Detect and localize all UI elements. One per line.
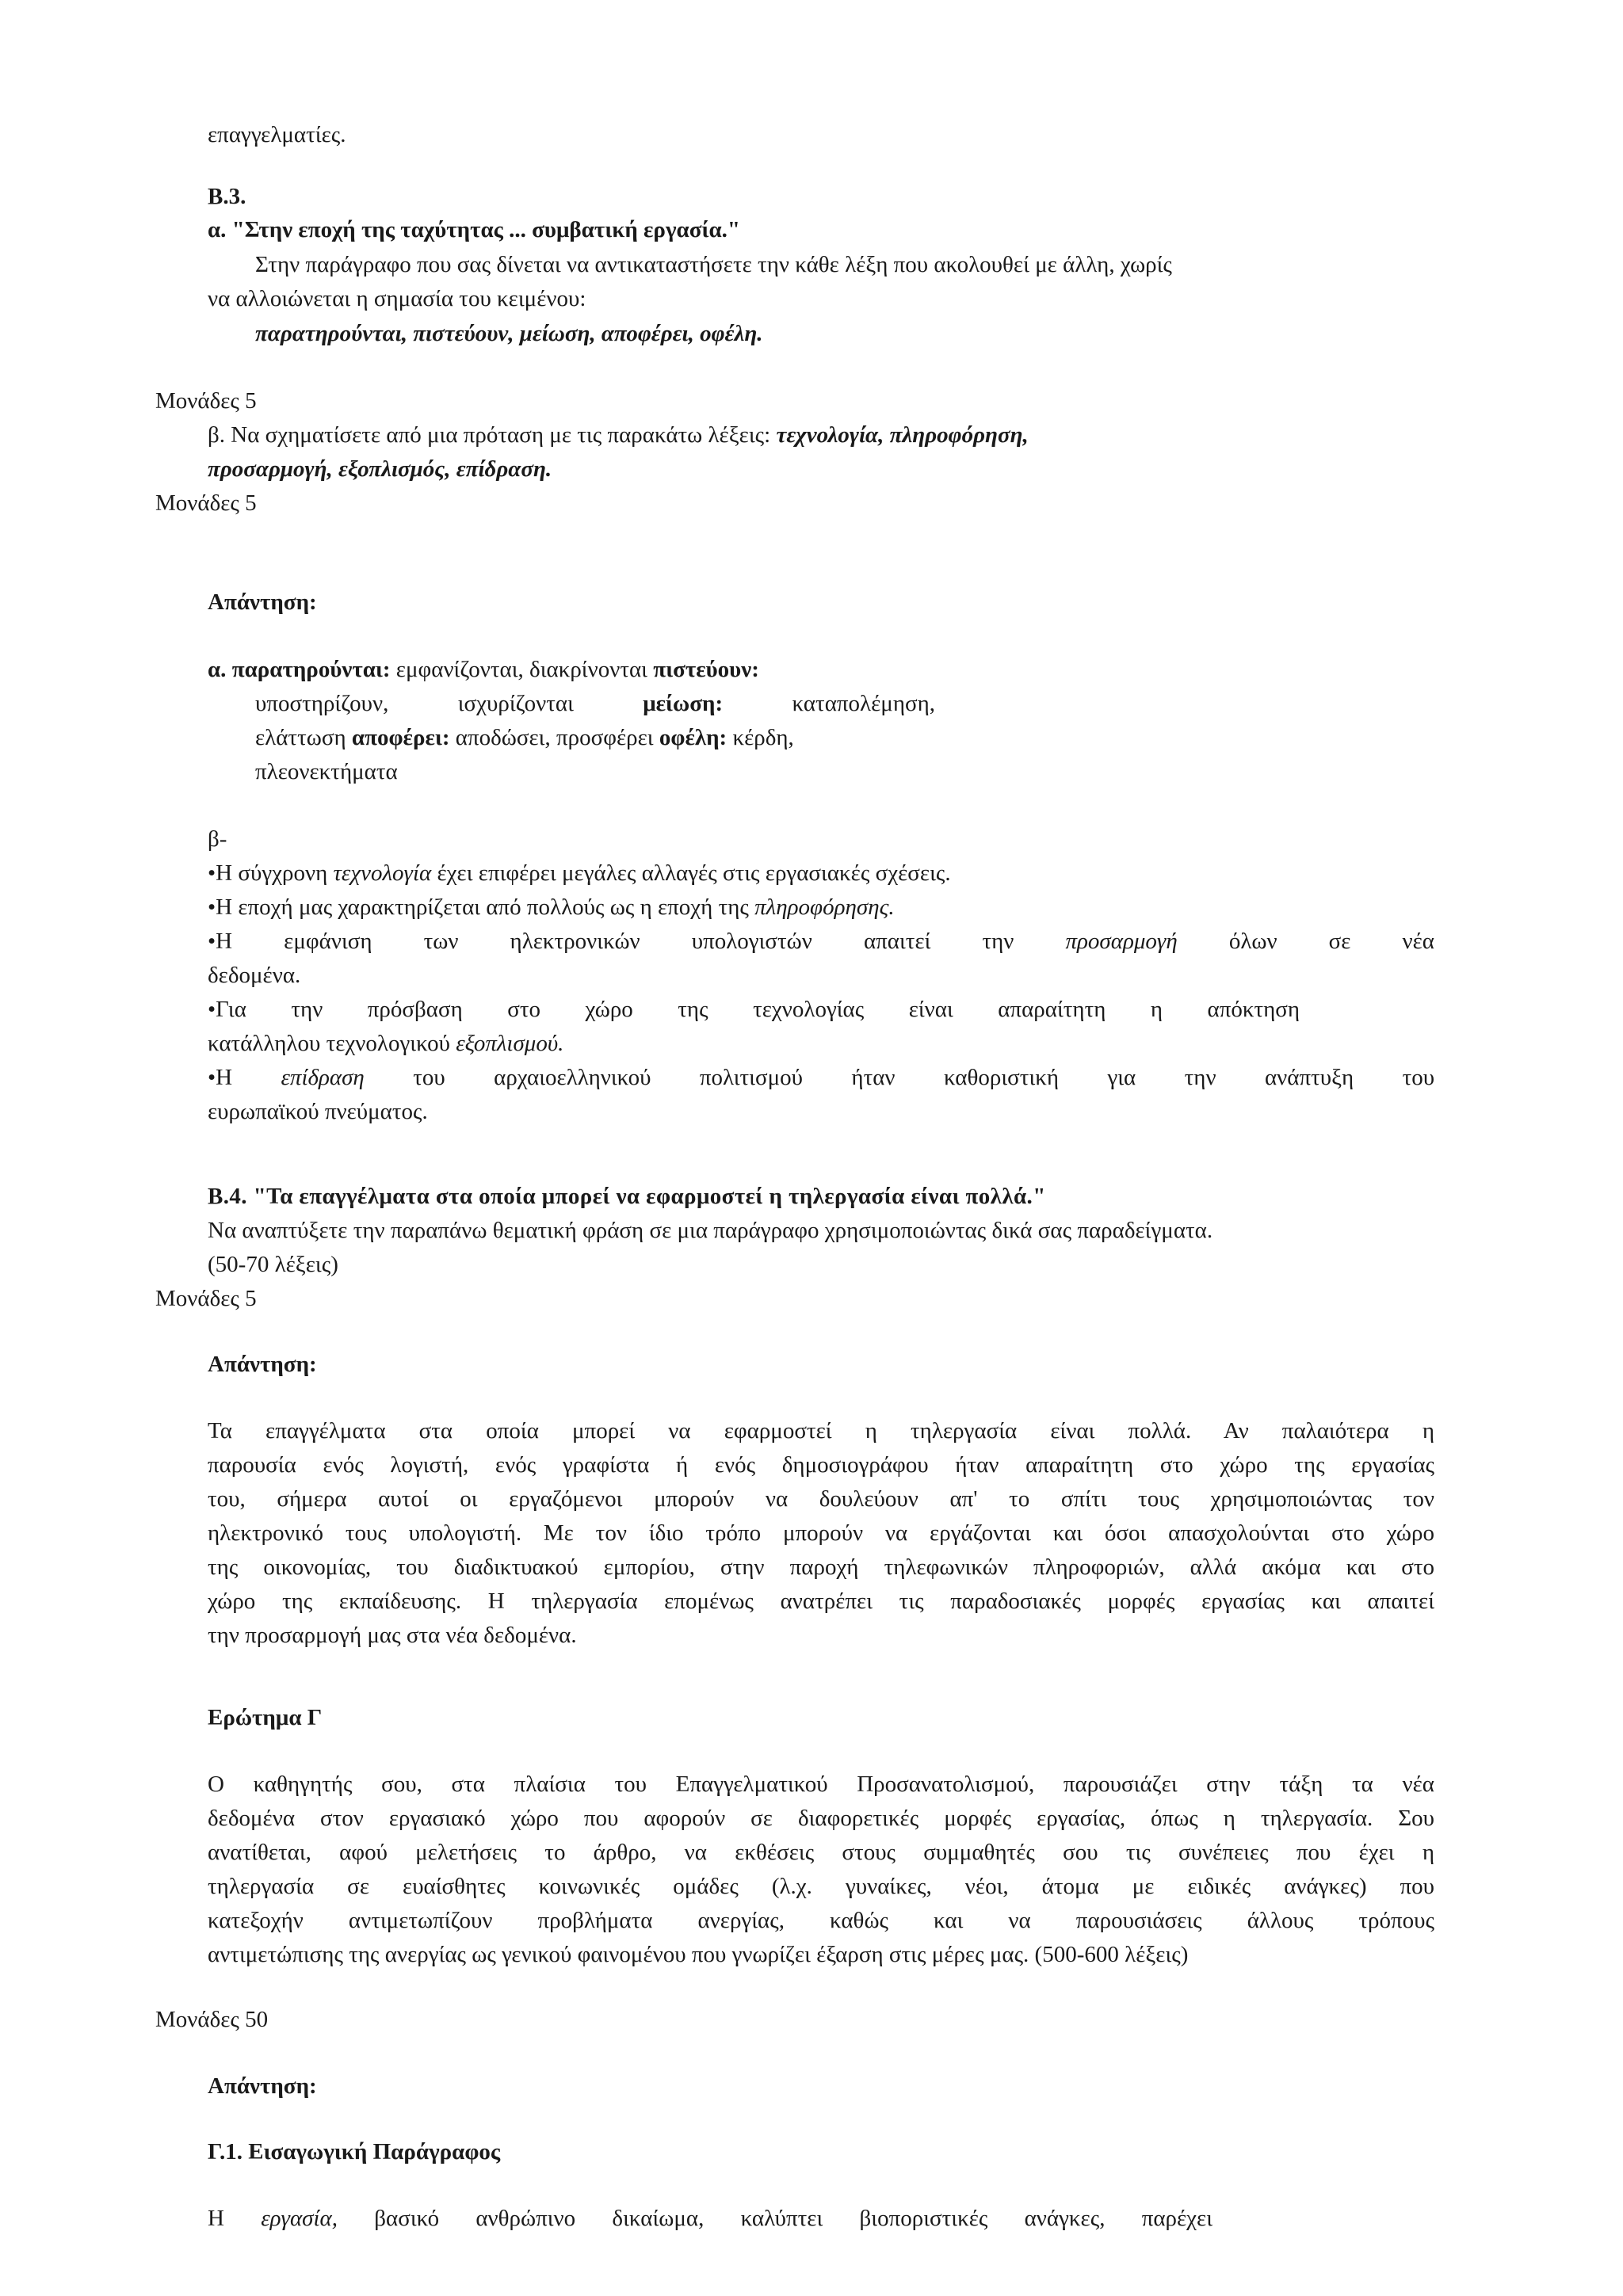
- s3-w3: των: [423, 929, 459, 954]
- s5-w3: αρχαιοελληνικού: [494, 1065, 651, 1090]
- s3-word: προσαρμογή: [1065, 929, 1178, 954]
- b3-ans-b-sentence4-line2: [208, 1026, 563, 1061]
- b3-ans-a-line2: [255, 686, 935, 721]
- ans-a-term3: μείωση:: [643, 691, 724, 716]
- g-answer-label: Απάντηση:: [208, 2073, 317, 2099]
- ans-a-def2-1: υποστηρίζουν,: [255, 691, 389, 716]
- b3-ans-b-label: β-: [208, 826, 227, 852]
- s1-pre: •Η σύγχρονη: [208, 860, 334, 886]
- s4-w3: πρόσβαση: [367, 997, 463, 1022]
- g-question-line6: αντιμετώπισης της ανεργίας ως γενικού φαινομένου που γνωρίζει έξαρση στις μέρες μας. (500-600 λέξεις): [208, 1942, 1189, 1967]
- ans-a-term2: πιστεύουν:: [653, 657, 759, 682]
- b4-answer-label: Απάντηση:: [208, 1352, 317, 1377]
- s5-w10: του: [1402, 1065, 1435, 1090]
- g1-w1: Η: [208, 2206, 224, 2231]
- s5-w9: ανάπτυξη: [1264, 1065, 1354, 1090]
- s5-w2: του: [413, 1065, 445, 1090]
- s2-word: πληροφόρησης.: [754, 894, 895, 920]
- s5-word: επίδραση: [281, 1065, 365, 1090]
- g-question-line2: δεδομένα στον εργασιακό χώρο που αφορούν σε διαφορετικές μορφές εργασίας, όπως η τηλεργασία. Σου: [208, 1806, 1434, 1831]
- s4-w6: της: [678, 997, 708, 1022]
- ans-a-term5: οφέλη:: [659, 725, 727, 750]
- s4-w8: είναι: [908, 997, 953, 1022]
- s4-w2: την: [291, 997, 323, 1022]
- ans-a-def4: αποδώσει, προσφέρει: [449, 725, 659, 750]
- g-monades: Μονάδες 50: [155, 2007, 269, 2032]
- b4-answer-line1: Τα επαγγέλματα στα οποία μπορεί να εφαρμοστεί η τηλεργασία είναι πολλά. Αν παλαιότερα η: [208, 1418, 1434, 1444]
- b3-ans-a-line1: [208, 652, 759, 687]
- g1-first-line: [208, 2201, 1212, 2236]
- b4-answer-line5: της οικονομίας, του διαδικτυακού εμπορίου, στην παροχή τηλεφωνικών πληροφοριών, αλλά ακόμα και στο: [208, 1554, 1434, 1580]
- s1-word: τεχνολογία: [333, 860, 432, 886]
- g-question-line5: κατεξοχήν αντιμετωπίζουν προβλήματα ανεργίας, καθώς και να παρουσιάσεις άλλους τρόπους: [208, 1908, 1434, 1933]
- b3-b-prefix: β. Να σχηματίσετε από μια πρόταση με τις παρακάτω λέξεις:: [208, 422, 777, 448]
- b3-a-title: α. "Στην εποχή της ταχύτητας ... συμβατική εργασία.": [208, 217, 740, 242]
- section-b3-heading: Β.3.: [208, 184, 246, 209]
- g1-w7: ανάγκες,: [1024, 2206, 1106, 2231]
- g1-w3: ανθρώπινο: [475, 2206, 576, 2231]
- b3-ans-b-sentence1: [208, 856, 951, 891]
- s3-w10: νέα: [1402, 929, 1434, 954]
- b4-answer-line3: του, σήμερα αυτοί οι εργαζόμενοι μπορούν να δουλεύουν απ' το σπίτι τους χρησιμοποιώντας τον: [208, 1486, 1434, 1512]
- b3-ans-b-sentence5-line2: ευρωπαϊκού πνεύματος.: [208, 1099, 428, 1124]
- s3-w6: απαιτεί: [863, 929, 931, 954]
- g1-w6: βιοποριστικές: [859, 2206, 988, 2231]
- s3-w7: την: [982, 929, 1014, 954]
- s3-w4: ηλεκτρονικών: [510, 929, 640, 954]
- s5-w1: •Η: [208, 1065, 233, 1090]
- s2-pre: •Η εποχή μας χαρακτηρίζεται από πολλούς ως η εποχή της: [208, 894, 755, 920]
- s4-w11: απόκτηση: [1207, 997, 1300, 1022]
- g1-w2: βασικό: [374, 2206, 440, 2231]
- b3-monades-2: Μονάδες 5: [155, 490, 257, 516]
- s5-w4: πολιτισμού: [699, 1065, 804, 1090]
- g-question-line1: Ο καθηγητής σου, στα πλαίσια του Επαγγελματικού Προσανατολισμού, παρουσιάζει στην τάξη τα νέα: [208, 1772, 1434, 1797]
- s3-w1: •Η: [208, 929, 233, 954]
- b3-ans-b-sentence3-line2: δεδομένα.: [208, 963, 301, 988]
- s5-w7: για: [1107, 1065, 1136, 1090]
- ans-a-def1: εμφανίζονται, διακρίνονται: [390, 657, 654, 682]
- b4-answer-line7: την προσαρμογή μας στα νέα δεδομένα.: [208, 1623, 577, 1648]
- ans-a-term4: αποφέρει:: [351, 725, 450, 750]
- s4-w10: η: [1150, 997, 1163, 1022]
- g1-w5: καλύπτει: [740, 2206, 823, 2231]
- g-question-line3: ανατίθεται, αφού μελετήσεις το άρθρο, να εκθέσεις στους συμμαθητές σου τις συνέπειες που έχει η: [208, 1840, 1434, 1865]
- s3-w5: υπολογιστών: [691, 929, 812, 954]
- g1-heading: Γ.1. Εισαγωγική Παράγραφος: [208, 2139, 501, 2164]
- s3-w9: σε: [1328, 929, 1351, 954]
- s4-w9: απαραίτητη: [998, 997, 1106, 1022]
- b4-answer-line6: χώρο της εκπαίδευσης. Η τηλεργασία επομένως ανατρέπει τις παραδοσιακές μορφές εργασίας και απαιτεί: [208, 1589, 1434, 1614]
- b3-ans-a-line3: [255, 720, 794, 755]
- s4-line2-pre: κατάλληλου τεχνολογικού: [208, 1031, 456, 1056]
- s4-w4: στο: [507, 997, 541, 1022]
- section-g-heading: Ερώτημα Γ: [208, 1705, 323, 1730]
- b3-a-instruction-line2: να αλλοιώνεται η σημασία του κειμένου:: [208, 286, 586, 311]
- ans-a-def3-2: ελάττωση: [255, 725, 352, 750]
- s5-w5: ήταν: [851, 1065, 896, 1090]
- g-question-line4: τηλεργασία σε ευαίσθητες κοινωνικές ομάδες (λ.χ. γυναίκες, νέοι, άτομα με ειδικές ανάγκες) που: [208, 1874, 1434, 1899]
- ans-a-term1: παρατηρούνται:: [231, 657, 391, 682]
- s1-post: έχει επιφέρει μεγάλες αλλαγές στις εργασιακές σχέσεις.: [431, 860, 951, 886]
- ans-a-def2-2: ισχυρίζονται: [457, 691, 574, 716]
- s4-word: εξοπλισμού.: [456, 1031, 564, 1056]
- s5-w8: την: [1184, 1065, 1216, 1090]
- g1-word: εργασία,: [261, 2206, 338, 2231]
- s5-w6: καθοριστική: [943, 1065, 1060, 1090]
- b4-answer-line4: ηλεκτρονικό τους υπολογιστή. Με τον ίδιο τρόπο μπορούν να εργάζονται και όσοι απασχολούνται στο χώρο: [208, 1520, 1434, 1546]
- b3-ans-a-line4: πλεονεκτήματα: [255, 759, 398, 784]
- b4-instruction-line1: Να αναπτύξετε την παραπάνω θεματική φράση σε μια παράγραφο χρησιμοποιώντας δικά σας παραδείγματα.: [208, 1218, 1213, 1243]
- b3-ans-b-sentence3-line1: [208, 924, 1434, 959]
- b3-b-instruction: [208, 418, 1029, 452]
- b3-ans-b-sentence5-line1: [208, 1060, 1434, 1095]
- b3-b-words-2: προσαρμογή, εξοπλισμός, επίδραση.: [208, 456, 552, 482]
- b4-monades: Μονάδες 5: [155, 1286, 257, 1311]
- top-fragment: επαγγελματίες.: [208, 122, 346, 147]
- b3-ans-b-sentence2: [208, 890, 895, 925]
- b3-answer-label: Απάντηση:: [208, 589, 317, 615]
- ans-a-def3-1: καταπολέμηση,: [792, 691, 936, 716]
- s4-w5: χώρο: [585, 997, 633, 1022]
- b3-ans-b-sentence4-line1: [208, 992, 1300, 1027]
- b4-answer-line2: παρουσία ενός λογιστή, ενός γραφίστα ή ενός δημοσιογράφου ήταν απαραίτητη στο χώρο της εργασίας: [208, 1452, 1434, 1478]
- s4-w1: •Για: [208, 997, 246, 1022]
- section-b4-heading: Β.4. "Τα επαγγέλματα στα οποία μπορεί να εφαρμοστεί η τηλεργασία είναι πολλά.": [208, 1184, 1046, 1209]
- b3-b-words-1: τεχνολογία, πληροφόρηση,: [776, 422, 1029, 448]
- ans-a-def5-1: κέρδη,: [727, 725, 794, 750]
- b3-a-instruction-line1: Στην παράγραφο που σας δίνεται να αντικαταστήσετε την κάθε λέξη που ακολουθεί με άλλη, χωρίς: [255, 252, 1172, 277]
- b3-monades-1: Μονάδες 5: [155, 388, 257, 414]
- s3-w8: όλων: [1228, 929, 1277, 954]
- g1-w4: δικαίωμα,: [612, 2206, 705, 2231]
- b4-instruction-line2: (50-70 λέξεις): [208, 1252, 338, 1277]
- s3-w2: εμφάνιση: [284, 929, 372, 954]
- s4-w7: τεχνολογίας: [753, 997, 865, 1022]
- g1-w8: παρέχει: [1141, 2206, 1213, 2231]
- ans-a-label: α.: [208, 657, 232, 682]
- b3-a-words: παρατηρούνται, πιστεύουν, μείωση, αποφέρει, οφέλη.: [255, 321, 763, 346]
